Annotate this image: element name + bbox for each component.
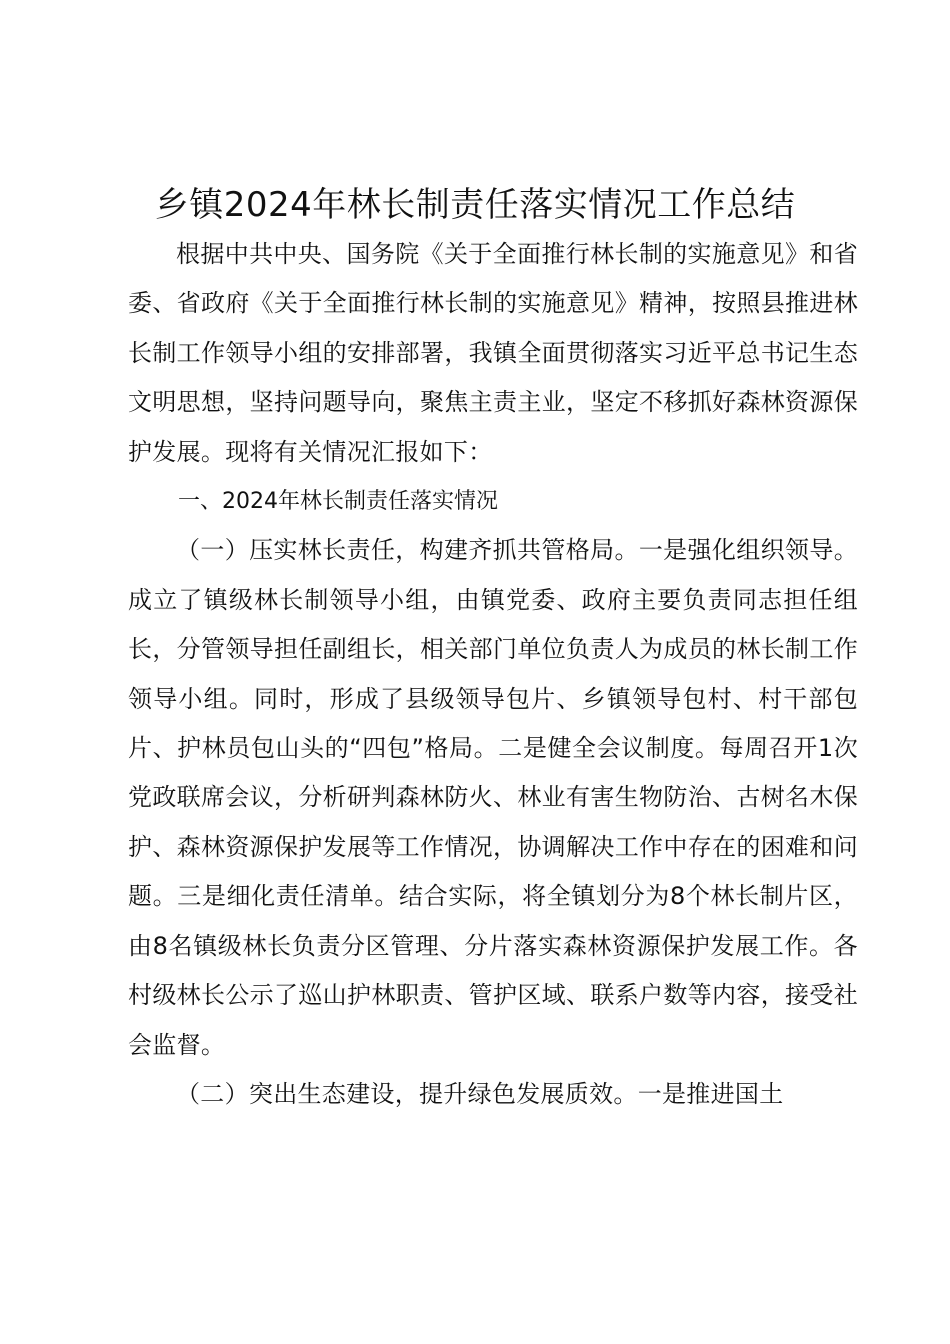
document-title: 乡镇2024年林长制责任落实情况工作总结 bbox=[154, 185, 796, 225]
section-heading: 一、2024年林长制责任落实情况 bbox=[178, 489, 498, 515]
section-paragraph-1: （一）压实林长责任，构建齐抓共管格局。一是强化组织领导。成立了镇级林长制领导小组，由镇党委、政府主要负责同志担任组长，分管领导担任副组长，相关部门单位负责人为成员的林长制工作领导小组。同时，形成了县级领导包片、乡镇领导包村、村干部包片、护林员包山头的“四包”格局。二是健全会议制度。每周召开1次党政联席会议，分析研判森林防火、林业有害生物防治、古树名木保护、森林资源保护发展等工作情况，协调解决工作中存在的困难和问题。三是细化责任清单。结合实际，将全镇划分为8个林长制片区，由8名镇级林长负责分区管理、分片落实森林资源保护发展工作。各村级林长公示了巡山护林职责、管护区域、联系户数等内容，接受社会监督。 bbox=[128, 536, 858, 1059]
document-body bbox=[128, 230, 858, 1119]
section-paragraph-2: （二）突出生态建设，提升绿色发展质效。一是推进国土 bbox=[176, 1079, 784, 1108]
intro-paragraph: 根据中共中央、国务院《关于全面推行林长制的实施意见》和省委、省政府《关于全面推行林长制的实施意见》精神，按照县推进林长制工作领导小组的安排部署，我镇全面贯彻落实习近平总书记生态文明思想，坚持问题导向，聚焦主责主业，坚定不移抓好森林资源保护发展。现将有关情况汇报如下： bbox=[128, 240, 858, 466]
